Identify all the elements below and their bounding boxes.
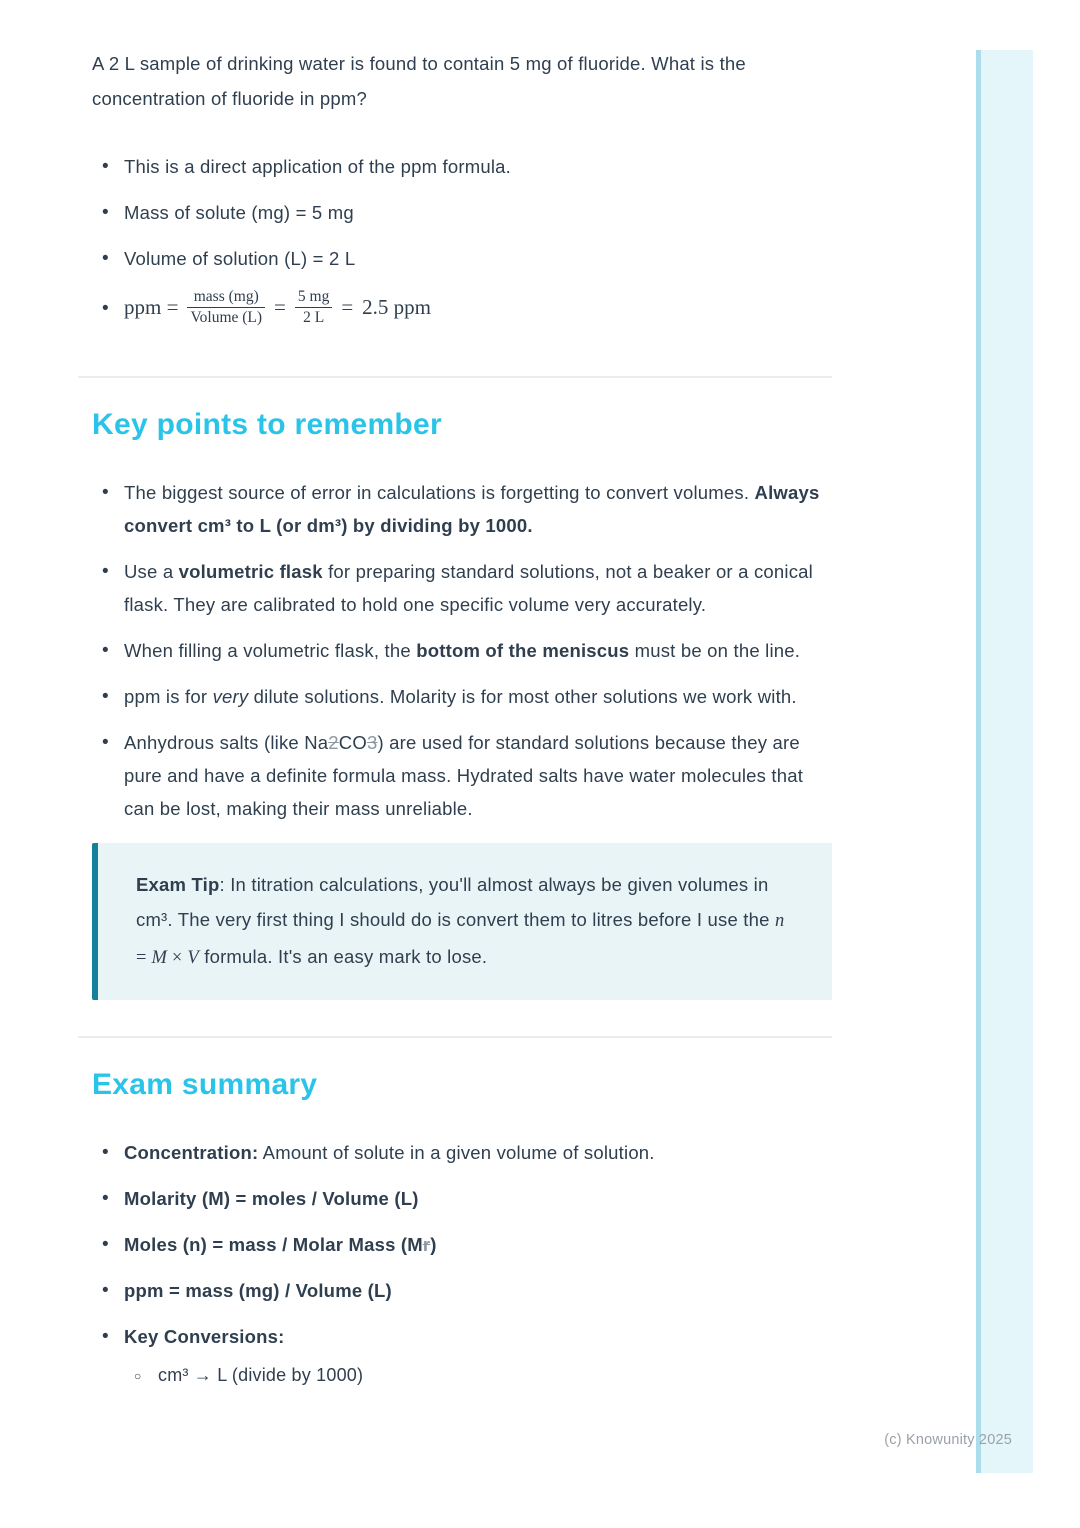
list-item: [124, 1274, 832, 1307]
section-divider: [78, 376, 832, 378]
list-item: [124, 242, 832, 275]
formula-lead: ppm =: [124, 294, 179, 319]
text-segment: bottom of the meniscus: [416, 640, 630, 661]
ppm-formula-item: [92, 288, 832, 340]
sub-list-item: [158, 1359, 832, 1392]
text-segment: 2: [328, 732, 339, 753]
text-segment: Amount of solute in a given volume of solution.: [258, 1142, 655, 1163]
list-item: [124, 555, 832, 621]
text-segment: ppm = mass (mg) / Volume (L): [124, 1280, 392, 1301]
text-segment: Concentration:: [124, 1142, 259, 1163]
text-segment: When filling a volumetric flask, the: [124, 640, 417, 661]
text-segment: M: [151, 948, 168, 968]
formula-result: 2.5 ppm: [362, 294, 432, 319]
exam-tip-callout: [92, 843, 832, 1000]
exam-summary-heading: Exam summary: [92, 1068, 318, 1101]
text-segment: =: [136, 948, 152, 968]
formula-equals: =: [341, 294, 354, 319]
text-segment: ) are used for standard solutions because they are pure and have a definite formula mass. Hydrated salts have water molecules that can be lost, making their mass unreliable.: [124, 732, 804, 819]
text-segment: formula. It's an easy mark to lose.: [198, 946, 488, 967]
list-item: [124, 1320, 832, 1392]
key-points-heading: Key points to remember: [92, 408, 443, 441]
text-segment: This is a direct application of the ppm formula.: [124, 156, 511, 177]
question-paragraph: A 2 L sample of drinking water is found to contain 5 mg of fluoride. What is the concentration of fluoride in ppm?: [92, 53, 746, 109]
formula-fraction-general: $\frac{\text{mass (mg)}}{\text{Volume (L)}}$: [187, 288, 265, 327]
text-segment: Anhydrous salts (like Na: [124, 732, 329, 753]
formula-fraction-values: $\frac{5 mg}{2 L}$: [295, 288, 332, 327]
bullet-icon: [102, 298, 109, 320]
section-divider: [78, 1036, 832, 1038]
text-segment: 3: [366, 732, 378, 753]
list-item: [124, 1136, 832, 1169]
text-segment: : In titration calculations, you'll almost always be given volumes in cm³. The very first thing I should do is convert them to litres before I use the: [136, 874, 775, 930]
text-segment: Key Conversions:: [124, 1326, 285, 1347]
text-segment: ppm is for: [124, 686, 213, 707]
text-segment: cm³ → L (divide by 1000): [158, 1365, 364, 1385]
text-segment: V: [187, 948, 199, 968]
sub-list: [124, 1359, 832, 1392]
side-highlight-strip: [976, 50, 1033, 1473]
list-item: [124, 634, 832, 667]
text-segment: Volume of solution (L) = 2 L: [124, 248, 356, 269]
footer-credit: (c) Knowunity 2025: [884, 1432, 1012, 1448]
solution-steps-list: [92, 150, 832, 275]
exam-summary-list: [92, 1136, 832, 1392]
text-segment: must be on the line.: [629, 640, 801, 661]
text-segment: CO: [338, 732, 367, 753]
list-item: [124, 1182, 832, 1215]
list-item: [124, 726, 832, 825]
text-segment: dilute solutions. Molarity is for most other solutions we work with.: [248, 686, 797, 707]
text-segment: Molarity (M) = moles / Volume (L): [124, 1188, 419, 1209]
text-segment: volumetric flask: [178, 561, 323, 582]
text-segment: Use a: [124, 561, 179, 582]
text-segment: Moles (n) = mass / Molar Mass (M: [124, 1234, 423, 1255]
text-segment: ): [430, 1234, 437, 1255]
page-content: [92, 46, 832, 1405]
text-segment: for preparing standard solutions, not a beaker or a conical flask. They are calibrated to hold one specific volume very accurately.: [124, 561, 813, 615]
list-item: [124, 680, 832, 713]
ppm-formula: [124, 288, 431, 327]
formula-equals: =: [274, 294, 286, 319]
text-segment: n: [774, 911, 785, 931]
text-segment: very: [212, 686, 249, 707]
key-points-list: [92, 476, 832, 825]
list-item: [124, 196, 832, 229]
text-segment: ×: [167, 948, 188, 968]
exam-tip-text: [136, 867, 798, 976]
list-item: [124, 150, 832, 183]
list-item: [124, 476, 832, 542]
text-segment: r: [422, 1234, 431, 1255]
text-segment: Exam Tip: [136, 874, 220, 895]
text-segment: Mass of solute (mg) = 5 mg: [124, 202, 354, 223]
text-segment: The biggest source of error in calculations is forgetting to convert volumes.: [124, 482, 755, 503]
text-segment: Always convert cm³ to L (or dm³) by dividing by 1000.: [124, 482, 820, 536]
list-item: [124, 1228, 832, 1261]
